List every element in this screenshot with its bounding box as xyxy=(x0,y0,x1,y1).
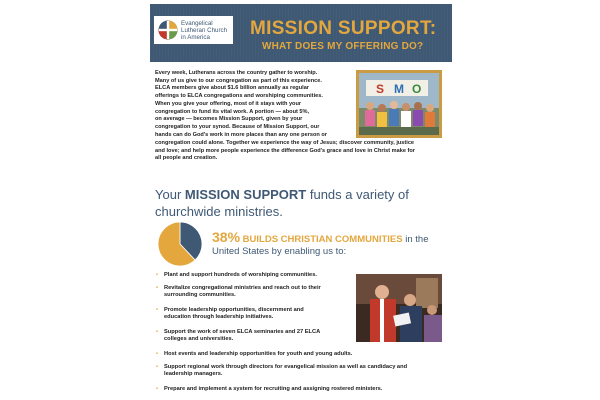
logo-line-2: Lutheran Church xyxy=(181,27,228,34)
intro-line: offerings to ELCA congregations and worshiping communities. xyxy=(155,93,323,100)
document-page xyxy=(150,0,452,400)
logo-line-1: Evangelical xyxy=(181,20,213,27)
bullet-icon: • xyxy=(156,386,158,392)
sign-letter: O xyxy=(412,82,422,96)
list-item-line: leadership managers. xyxy=(164,371,223,378)
intro-line: When you give your offering, most of it stays with your xyxy=(155,100,302,107)
list-item-text xyxy=(164,364,407,379)
list-item-line: education through leadership initiatives. xyxy=(164,314,274,321)
logo-line-3: in America xyxy=(181,34,210,41)
heading-pre: Your xyxy=(155,187,185,202)
elca-logo xyxy=(154,16,233,44)
group-photo xyxy=(356,70,442,138)
bullet-icon: • xyxy=(156,329,158,335)
bullet-icon: • xyxy=(156,351,158,357)
highlight-line-2: United States by enabling us to: xyxy=(212,246,347,257)
section-heading-line-1 xyxy=(155,186,447,203)
highlight-percent: 38% xyxy=(212,229,241,245)
intro-line: all people and creation. xyxy=(155,155,218,162)
list-item-line: surrounding communities. xyxy=(164,292,236,299)
list-item-line: Support regional work through directors for evangelical mission as well as candidacy and xyxy=(164,364,408,370)
list-item-text xyxy=(164,285,321,300)
list-item-text: Host events and leadership opportunities for youth and young adults. xyxy=(164,351,353,357)
intro-paragraph xyxy=(155,70,351,139)
list-item-text: Plant and support hundreds of worshiping communities. xyxy=(164,272,317,278)
heading-post: funds a variety of xyxy=(306,187,409,202)
elca-cross-logo-icon xyxy=(158,20,178,40)
heading-bold: MISSION SUPPORT xyxy=(184,187,307,202)
sign-letter: M xyxy=(394,82,404,96)
sign-letter: S xyxy=(376,82,385,96)
bullet-icon: • xyxy=(156,285,158,291)
intro-line: ELCA members give about $1.6 billion annually as regular xyxy=(155,85,309,92)
list-item-line: Support the work of seven ELCA seminaries and 27 ELCA xyxy=(164,329,321,335)
highlight-rest: in the xyxy=(402,234,429,245)
bullet-icon: • xyxy=(156,272,158,278)
intro-paragraph-continued xyxy=(155,140,447,163)
intro-line: on average — becomes Mission Support, given by your xyxy=(155,116,303,123)
page-subtitle: WHAT DOES MY OFFERING DO? xyxy=(262,41,424,52)
intro-line: Many of us give to our congregation as part of this experience. xyxy=(155,77,322,84)
list-item-text xyxy=(164,329,320,344)
list-item-text: Prepare and implement a system for recruiting and assigning rostered ministers. xyxy=(164,386,383,392)
highlight-statement xyxy=(212,231,447,258)
bullet-icon: • xyxy=(156,307,158,313)
list-item-line: Revitalize congregational ministries and reach out to their xyxy=(164,285,321,291)
section-heading-line-2: churchwide ministries. xyxy=(155,204,283,219)
page-title: MISSION SUPPORT: xyxy=(250,18,437,39)
intro-line: hands can do God's work in more places than any one person or xyxy=(155,131,327,138)
logo-wordmark xyxy=(181,20,233,41)
list-item-line: Promote leadership opportunities, discernment and xyxy=(164,307,304,313)
intro-line: and love; and help more people experience the difference God's grace and love in Christ make for xyxy=(155,147,415,154)
intro-line: Every week, Lutherans across the country gather to worship. xyxy=(155,70,318,76)
intro-line: congregation to your synod. Because of Mission Support, our xyxy=(155,123,320,130)
highlight-line-1 xyxy=(212,231,447,246)
intro-line: congregation could alone. Together we experience the way of Jesus; discover community, justice xyxy=(155,140,415,146)
list-item-line: colleges and universities. xyxy=(164,336,234,343)
intro-line: congregation to fund its vital work. A portion — about 5%, xyxy=(155,108,310,115)
pie-chart xyxy=(157,221,203,267)
worship-photo xyxy=(356,274,442,342)
section-heading xyxy=(155,186,447,220)
header-banner xyxy=(150,4,452,62)
highlight-bold: BUILDS CHRISTIAN COMMUNITIES xyxy=(240,234,403,245)
bullet-icon: • xyxy=(156,364,158,370)
list-item-text xyxy=(164,307,304,322)
